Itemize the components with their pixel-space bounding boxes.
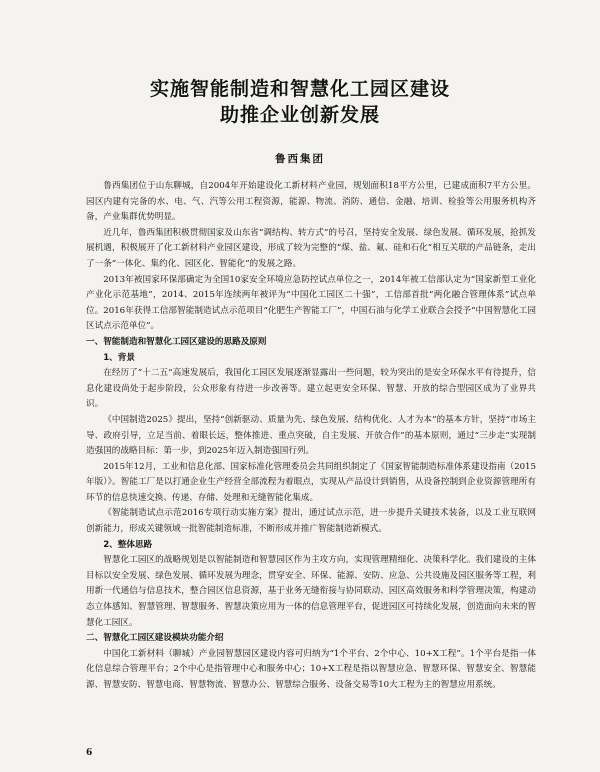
article-title-line-1: 实施智能制造和智慧化工园区建设	[149, 78, 450, 100]
body-paragraph: 在经历了“十二五”高速发展后，我国化工园区发展逐渐显露出一些问题，较为突出的是安全环保水平有待提升，信息化建设尚处于起步阶段，公众形象有待进一步改善等。建立起更安全环保、智慧、开放的综合型园区成为了业界共识。	[86, 368, 536, 410]
body-paragraph: 智慧化工园区的战略规划是以智能制造和智慧园区作为主攻方向，实现管理精细化、决策科学化。我们建设的主体目标以安全发展、绿色发展、循环发展为理念，贯穿安全、环保、能源、安防、应急、公共设施及园区服务等工程，利用新一代通信与信息技术，整合园区信息资源，基于业务无缝衔接与协同联动、园区高效服务和科学管理决策，构建动态立体感知、智慧管理、智慧服务、智慧决策应用为一体的信息管理平台，促进园区可持续化发展，创造面向未来的智慧化工园区。	[86, 555, 536, 628]
body-paragraph: 2013年被国家环保部确定为全国10家安全环境应急防控试点单位之一，2014年被工信部认定为“国家新型工业化产业化示范基地”，2014、2015年连续两年被评为“中国化工园区二十强”，工信部首批“两化融合管理体系”试点单位。2016年获得工信部智能制造试点示范项目“化肥生产智能工厂”，中国石油与化学工业联合会授予“中国智慧化工园区试点示范单位”。	[86, 274, 536, 332]
section-heading: 2、整体思路	[103, 539, 153, 550]
body-paragraph: 鲁西集团位于山东聊城，自2004年开始建设化工新材料产业园，规划面积18平方公里，已建成面积7平方公里。园区内建有完备的水、电、气、汽等公用工程资源，能源、物流、消防、通信、金融、培训、检验等公用服务机构齐备，产业集群优势明显。	[86, 181, 536, 223]
section-heading: 二、智慧化工园区建设模块功能介绍	[86, 633, 224, 644]
body-paragraph: 中国化工新材料（聊城）产业园智慧园区建设内容可归纳为“1个平台、2个中心、10+X工程”。1个平台是指一体化信息综合管理平台；2个中心是指管理中心和服务中心；10+X工程是指以智慧应急、智慧环保、智慧安全、智慧能源、智慧安防、智慧电商、智慧物流、智慧办公、智慧综合服务、设备交易等10大工程为主的智慧应用系统。	[86, 648, 536, 690]
body-paragraph: 近几年，鲁西集团积极贯彻国家及山东省“调结构、转方式”的号召，坚持安全发展、绿色发展、循环发展，抢抓发展机遇，积极展开了化工新材料产业园区建设，形成了较为完整的“煤、盐、氟、硅和石化”相互关联的产品链条，走出了一条“一体化、集约化、园区化、智能化”的发展之路。	[86, 227, 536, 269]
article-body	[86, 179, 536, 694]
body-paragraph: 《中国制造2025》提出，坚持“创新驱动、质量为先、绿色发展、结构优化、人才为本”的基本方针，坚持“市场主导、政府引导，立足当前、着眼长远，整体推进、重点突破，自主发展、开放合作”的基本原则，通过“三步走”实现制造强国的战略目标：第一步，到2025年迈入制造强国行列。	[86, 414, 536, 457]
section-heading: 1、背景	[103, 352, 135, 363]
article-author: 鲁西集团	[275, 153, 325, 165]
article-title-line-2: 助推企业创新发展	[219, 104, 380, 126]
body-paragraph: 2015年12月，工业和信息化部、国家标准化管理委员会共同组织制定了《国家智能制造标准体系建设指南（2015年版）》。智能工厂是以打通企业生产经营全部流程为着眼点，实现从产品设计到销售，从设备控制到企业资源管理所有环节的信息快速交换、传递、存储、处理和无缝智能化集成。	[86, 461, 536, 503]
body-paragraph: 《智能制造试点示范2016专项行动实施方案》提出，通过试点示范，进一步提升关键技术装备，以及工业互联网创新能力，形成关键领域一批智能制造标准，不断形成并推广智能制造新模式。	[86, 508, 536, 535]
page-number: 6	[86, 748, 93, 758]
section-heading: 一、智能制造和智慧化工园区建设的思路及原则	[86, 336, 267, 347]
